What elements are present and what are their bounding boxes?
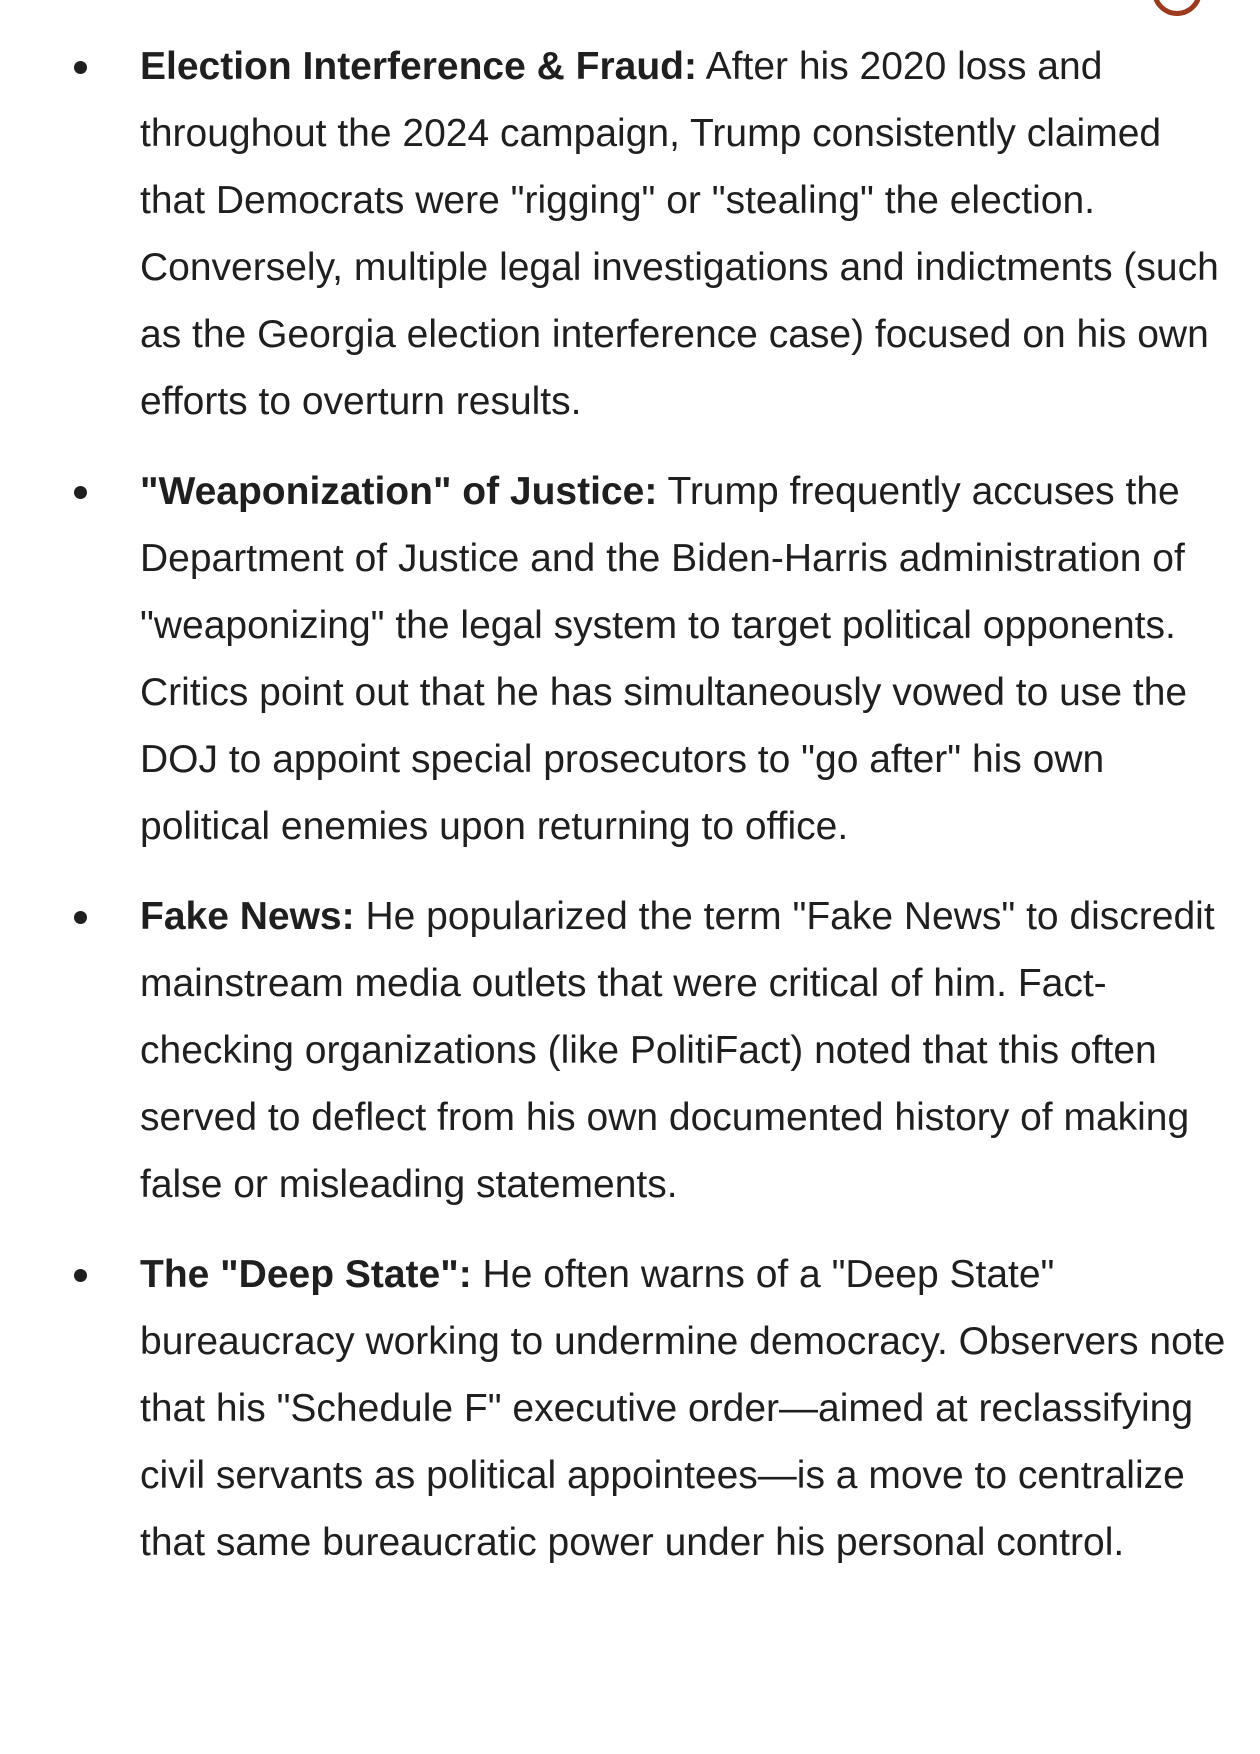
list-item xyxy=(0,883,1260,1218)
list-item xyxy=(0,1241,1260,1576)
list-item xyxy=(0,458,1260,860)
item-text: Trump frequently accuses the Department of Justice and the Biden-Harris administration of "weaponizing" the legal system to target political opponents. Critics point out that he has simultaneously vowed to use the DOJ to appoint special prosecutors to "go after" his own political enemies upon returning to office. xyxy=(140,470,1188,848)
corner-decoration xyxy=(1142,0,1213,26)
item-heading: Election Interference & Fraud: xyxy=(140,45,697,88)
item-text: After his 2020 loss and throughout the 2024 campaign, Trump consistently claimed that Democrats were "rigging" or "stealing" the election. Conversely, multiple legal investigations and indictments (such as the Georgia election interference case) focused on his own efforts to overturn results. xyxy=(140,45,1219,423)
item-heading: Fake News: xyxy=(140,895,355,938)
bullet-icon xyxy=(74,486,87,499)
item-heading: "Weaponization" of Justice: xyxy=(140,470,658,513)
item-heading: The "Deep State": xyxy=(140,1253,472,1296)
bullet-list xyxy=(0,33,1260,1599)
item-text: He often warns of a "Deep State" bureaucracy working to undermine democracy. Observers note that his "Schedule F" executive order—aimed at reclassifying civil servants as political appointees—is a move to centralize that same bureaucratic power under his personal control. xyxy=(140,1253,1226,1564)
item-text: He popularized the term "Fake News" to discredit mainstream media outlets that were critical of him. Fact-checking organizations (like PolitiFact) noted that this often served to deflect from his own documented history of making false or misleading statements. xyxy=(140,895,1215,1206)
bullet-icon xyxy=(74,61,87,74)
bullet-icon xyxy=(74,911,87,924)
bullet-icon xyxy=(74,1269,87,1282)
list-item xyxy=(0,33,1260,435)
